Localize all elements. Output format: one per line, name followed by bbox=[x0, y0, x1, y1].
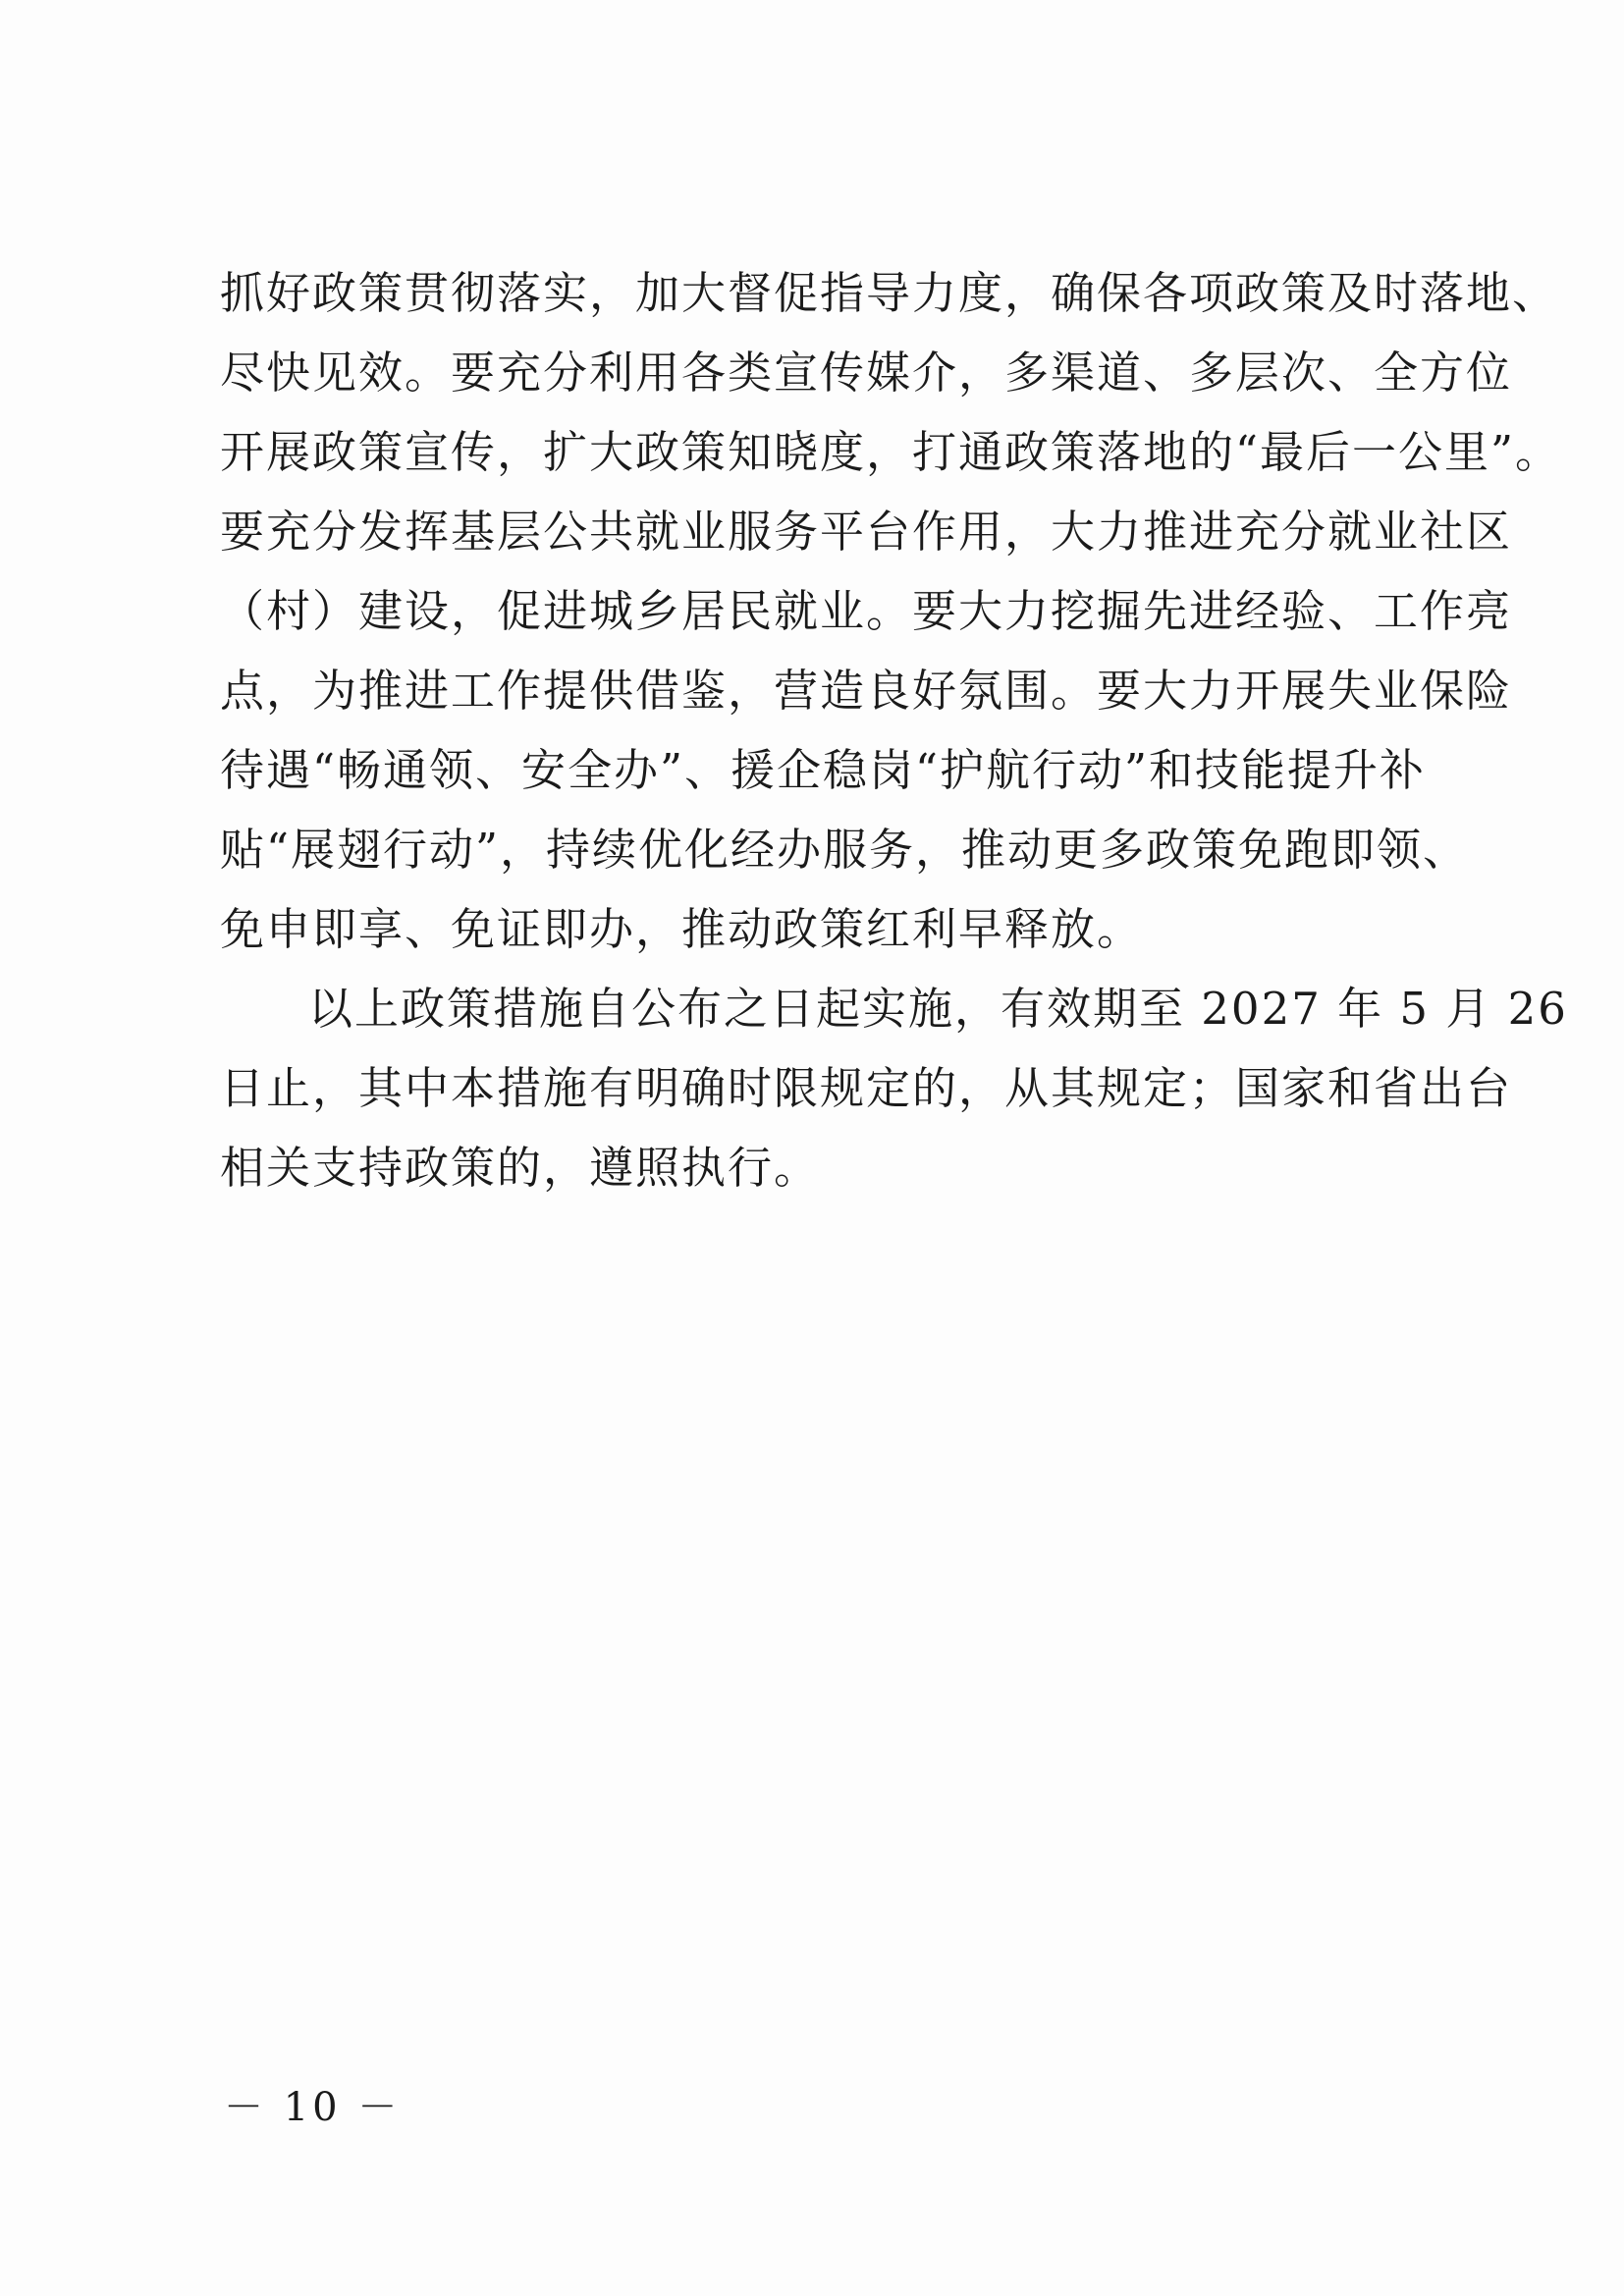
text-line: 免申即享、免证即办，推动政策红利早释放。 bbox=[220, 903, 1144, 955]
text-line: （村）建设，促进城乡居民就业。要大力挖掘先进经验、工作亮 bbox=[220, 585, 1513, 637]
text-line: 贴“展翅行动”，持续优化经办服务，推动更多政策免跑即领、 bbox=[220, 824, 1470, 876]
page-number: － 10 － bbox=[224, 2085, 402, 2130]
text-line: 待遇“畅通领、安全办”、援企稳岗“护航行动”和技能提升补 bbox=[220, 744, 1427, 796]
text-line: 开展政策宣传，扩大政策知晓度，打通政策落地的“最后一公里”。 bbox=[220, 426, 1562, 478]
text-line: 相关支持政策的，遵照执行。 bbox=[220, 1142, 821, 1194]
text-line: 以上政策措施自公布之日起实施，有效期至 2027 年 5 月 26 bbox=[308, 983, 1568, 1035]
body-text bbox=[220, 253, 1568, 1207]
text-line: 抓好政策贯彻落实，加大督促指导力度，确保各项政策及时落地、 bbox=[220, 267, 1559, 319]
text-line: 要充分发挥基层公共就业服务平台作用，大力推进充分就业社区 bbox=[220, 506, 1513, 558]
text-line: 日止，其中本措施有明确时限规定的，从其规定；国家和省出台 bbox=[220, 1062, 1513, 1114]
text-line: 尽快见效。要充分利用各类宣传媒介，多渠道、多层次、全方位 bbox=[220, 347, 1513, 399]
text-line: 点，为推进工作提供借鉴，营造良好氛围。要大力开展失业保险 bbox=[220, 665, 1513, 717]
